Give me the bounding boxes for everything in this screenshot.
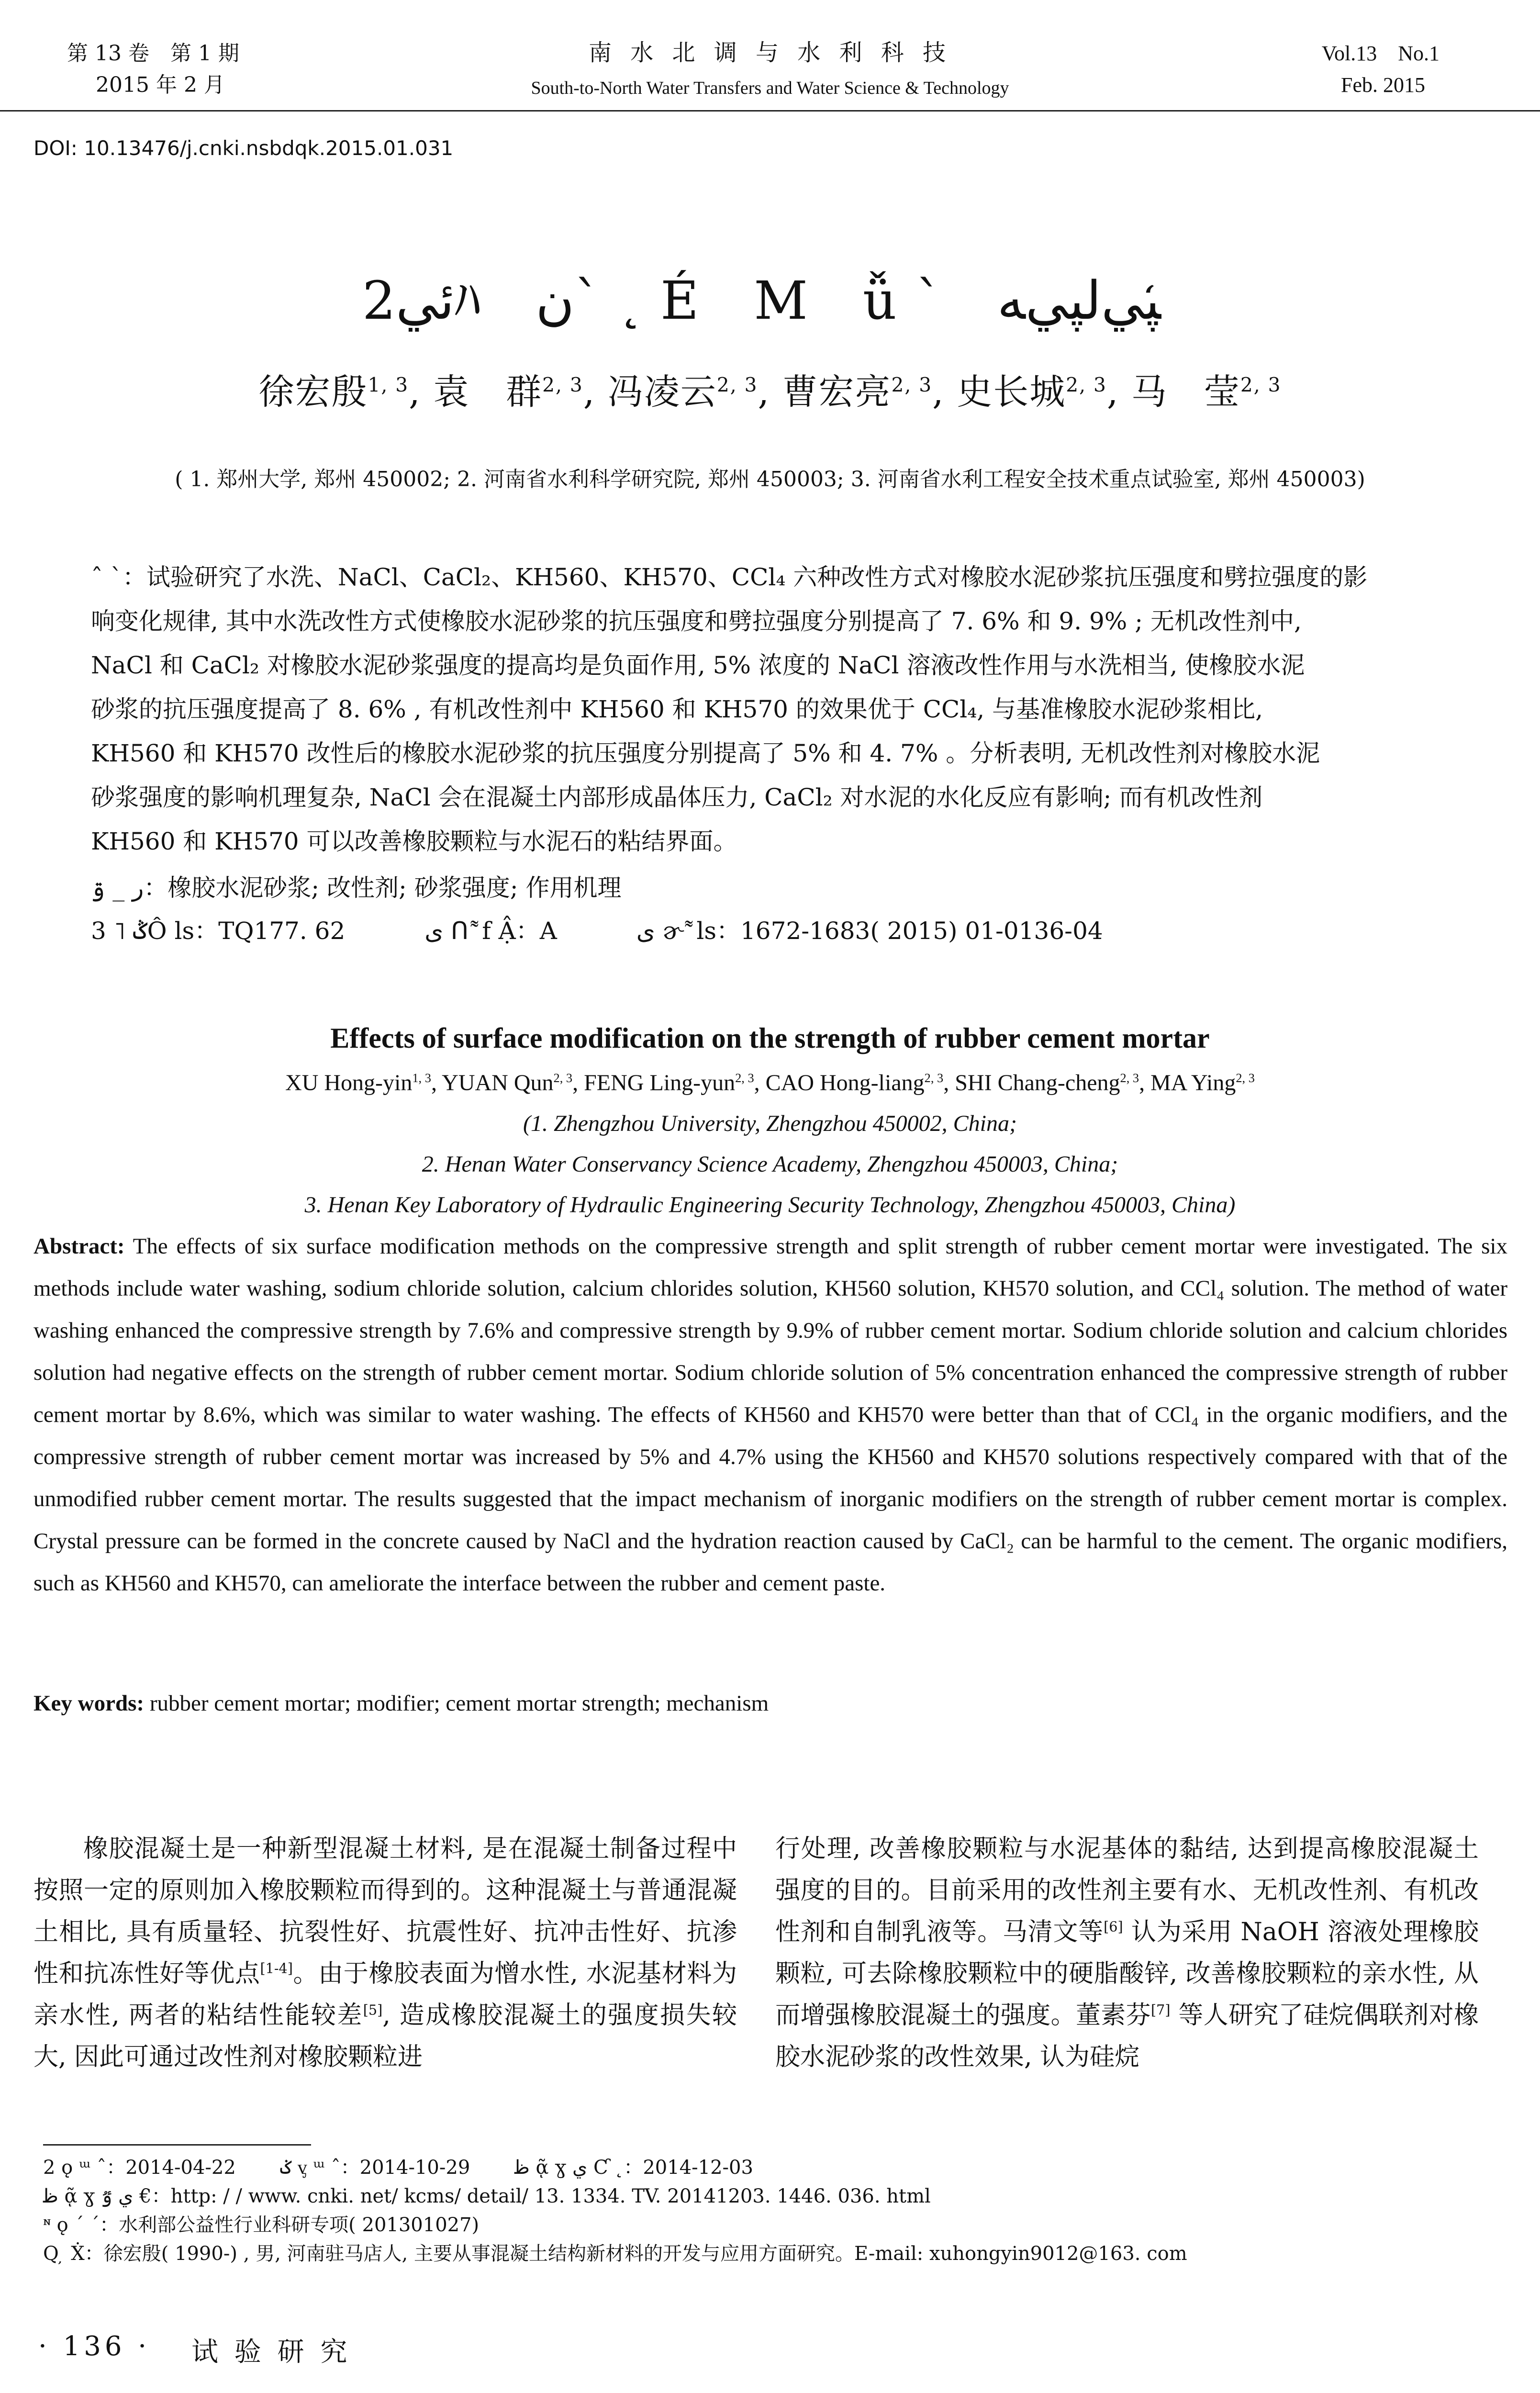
- header-rule: [0, 110, 1540, 112]
- footnote-author: Q ̦ Ẋ：徐宏殷( 1990-) , 男, 河南驻马店人, 主要从事混凝土结构新材料的开发与应用方面研究。E-mail: xuhongyin9012@163. com: [43, 2243, 1187, 2265]
- author-cn: 冯凌云: [607, 371, 717, 413]
- author-en: FENG Ling-yun: [584, 1070, 736, 1096]
- affiliation-cn: ( 1. 郑州大学, 郑州 450002; 2. 河南省水利科学研究院, 郑州 450003; 3. 河南省水利工程安全技术重点试验室, 郑州 450003): [175, 467, 1365, 492]
- keywords-cn-text: ：橡胶水泥砂浆; 改性剂; 砂浆强度; 作用机理: [144, 874, 622, 902]
- abstract-en-label: Abstract:: [33, 1234, 125, 1259]
- author-cn: 史长城: [957, 371, 1066, 413]
- abstract-cn-line: KH560 和 KH570 改性后的橡胶水泥砂浆的抗压强度分别提高了 5% 和 4. 7% 。分析表明, 无机改性剂对橡胶水泥: [91, 739, 1320, 767]
- author-en: MA Ying: [1150, 1070, 1236, 1096]
- author-en: CAO Hong-liang: [765, 1070, 925, 1096]
- journal-volume-en: Vol.13 No.1: [1321, 42, 1440, 65]
- abstract-cn: [91, 555, 1450, 863]
- author-cn: 袁 群: [433, 371, 543, 413]
- author-cn: 马 莹: [1131, 371, 1240, 413]
- author-en: YUAN Qun: [442, 1070, 554, 1096]
- abstract-cn-line: 响变化规律, 其中水洗改性方式使橡胶水泥砂浆的抗压强度和劈拉强度分别提高了 7. 6% 和 9. 9% ; 无机改性剂中,: [91, 607, 1302, 635]
- authors-cn: 徐宏殷$^{1, 3}$, 袁 群$^{2, 3}$, 冯凌云$^{2, 3}$, 曹宏亮$^{2, 3}$, 史长城$^{2, 3}$, 马 莹$^{2, 3}$: [258, 371, 1282, 413]
- author-cn: 徐宏殷: [258, 371, 368, 413]
- abstract-cn-line: 砂浆的抗压强度提高了 8. 6% , 有机改性剂中 KH560 和 KH570 的效果优于 CCl₄, 与基准橡胶水泥砂浆相比,: [91, 695, 1263, 723]
- footnote-url: ﻇ ᾷ ɣ ﻱ ٷ €：http: / / www. cnki. net/ kcms/ detail/ 13. 1334. TV. 20141203. 1446. 036. html: [43, 2185, 931, 2207]
- journal-volume: 第 13 卷 第 1 期: [67, 41, 239, 66]
- citation: [5]: [363, 2002, 383, 2018]
- body-column-right: [775, 1828, 1479, 2078]
- body-paragraph: 橡胶混凝土是一种新型混凝土材料, 是在混凝土制备过程中按照一定的原则加入橡胶颗粒而得到的。这种混凝土与普通混凝土相比, 具有质量轻、抗裂性好、抗震性好、抗冲击性好、抗渗性和抗冻性好等优点[1-4]。由于橡胶表面为憎水性, 水泥基材料为亲水性, 两者的粘结性能较差[5], 造成橡胶混凝土的强度损失较大, 因此可通过改性剂对橡胶颗粒进: [33, 1834, 737, 2071]
- keywords-cn-label: ﺭ _ ۊ: [91, 874, 144, 902]
- footnote-received: 2 ǫ ᵚ ˆ：2014-04-22 ݢ ᶌ ᵚ ˆ：2014-10-29 ﻇ ᾷ ɣ ﻱ Ƈ ˛：2014-12-03: [43, 2157, 753, 2179]
- keywords-en-text: rubber cement mortar; modifier; cement mortar strength; mechanism: [149, 1691, 769, 1716]
- abstract-cn-line: 砂浆强度的影响机理复杂, NaCl 会在混凝土内部形成晶体压力, CaCl₂ 对水泥的水化反应有影响; 而有机改性剂: [91, 783, 1263, 811]
- abstract-cn-line: KH560 和 KH570 可以改善橡胶颗粒与水泥石的粘结界面。: [91, 827, 737, 855]
- journal-name-cn: 南 水 北 调 与 水 利 科 技: [588, 39, 952, 66]
- author-en: XU Hong-yin: [285, 1070, 413, 1096]
- body-paragraph: 行处理, 改善橡胶颗粒与水泥基体的黏结, 达到提高橡胶混凝土强度的目的。目前采用的改性剂主要有水、无机改性剂、有机改性剂和自制乳液等。马清文等[6] 认为采用 NaOH 溶液处理橡胶颗粒, 可去除橡胶颗粒中的硬脂酸锌, 改善橡胶颗粒的亲水性, 从而增强橡胶混凝土的强度。董素芬[7] 等人研究了硅烷偶联剂对橡胶水泥砂浆的改性效果, 认为硅烷: [775, 1834, 1479, 2071]
- doi: DOI: 10.13476/j.cnki.nsbdqk.2015.01.031: [33, 136, 454, 160]
- author-cn: 曹宏亮: [782, 371, 892, 413]
- journal-name-en: South-to-North Water Transfers and Water Science & Technology: [531, 78, 1009, 98]
- footnote-fund: ᶰ ǫ ˊ ˊ：水利部公益性行业科研专项( 201301027): [43, 2214, 480, 2236]
- section-label: 试 验 研 究: [191, 2337, 351, 2368]
- keywords-en-label: Key words:: [33, 1691, 145, 1716]
- footnote-rule: [43, 2144, 311, 2146]
- abstract-cn-line: ：试验研究了水洗、NaCl、CaCl₂、KH560、KH570、CCl₄ 六种改性方式对橡胶水泥砂浆抗压强度和劈拉强度的影: [122, 563, 1368, 591]
- citation: [6]: [1104, 1918, 1123, 1935]
- affiliation-en-3: 3. Henan Key Laboratory of Hydraulic Engineering Security Technology, Zhengzhou 450003, China): [304, 1192, 1236, 1218]
- abstract-en: [33, 1225, 1507, 1604]
- author-en: SHI Chang-cheng: [955, 1070, 1120, 1096]
- body-column-left: [33, 1828, 737, 2078]
- title-cn-garbled: 2ئيﾊ ﻥ` ˛ É M ǚ` ﭙﻲﻟﭙﻲﻪ ̒: [362, 270, 1178, 331]
- affiliation-en-1: (1. Zhengzhou University, Zhengzhou 450002, China;: [523, 1111, 1017, 1136]
- title-en: Effects of surface modification on the strength of rubber cement mortar: [330, 1022, 1210, 1054]
- citation: [7]: [1150, 2002, 1171, 2018]
- journal-date: 2015 年 2 月: [96, 73, 225, 97]
- keywords-en: [33, 1682, 1507, 1724]
- keywords-cn: [91, 869, 621, 903]
- journal-date-en: Feb. 2015: [1341, 73, 1425, 97]
- abstract-cn-line: NaCl 和 CaCl₂ 对橡胶水泥砂浆强度的提高均是负面作用, 5% 浓度的 NaCl 溶液改性作用与水洗相当, 使橡胶水泥: [91, 651, 1305, 679]
- authors-en: XU Hong-yin$^{1, 3}$, YUAN Qun$^{2, 3}$, FENG Ling-yun$^{2, 3}$, CAO Hong-liang$^{2, 3}$, SHI Chang-cheng$^{2, 3}$, MA Ying$^{2, 3}$: [285, 1070, 1255, 1096]
- classification-line: 3 ˥ ݣÔ ls：TQ177. 62 ی ᑎ ͌ f Ậ：A ی ɚ ͌ ls：1672-1683( 2015) 01-0136-04: [91, 917, 1103, 945]
- affiliation-en-2: 2. Henan Water Conservancy Science Academy, Zhengzhou 450003, China;: [422, 1152, 1118, 1177]
- abstract-en-text: The effects of six surface modification methods on the compressive strength and split strength of rubber cement mortar were investigated. The six methods include water washing, sodium chloride solution, calcium chlorides solution, KH560 solution, KH570 solution, and CCl₄ solution. The method of water washing enhanced the compressive strength by 7.6% and compressive strength by 9.9% of rubber cement mortar. Sodium chloride solution and calcium chlorides solution had negative effects on the strength of rubber cement mortar. Sodium chloride solution of 5% concentration enhanced the compressive strength of rubber cement mortar by 8.6%, which was similar to water washing. The effects of KH560 and KH570 were better than that of CCl₄ in the organic modifiers, and the compressive strength of rubber cement mortar was increased by 5% and 4.7% using the KH560 and KH570 solutions respectively compared with that of the unmodified rubber cement mortar. The results suggested that the impact mechanism of inorganic modifiers on the strength of rubber cement mortar is complex. Crystal pressure can be formed in the concrete caused by NaCl and the hydration reaction caused by CaCl₂ can be harmful to the cement. The organic modifiers, such as KH560 and KH570, can ameliorate the interface between the rubber and cement paste.: [33, 1234, 1507, 1596]
- citation: [1-4]: [260, 1960, 293, 1977]
- abstract-cn-label: ˆ ˋ: [91, 563, 123, 591]
- page-number: · 136 ·: [38, 2331, 151, 2362]
